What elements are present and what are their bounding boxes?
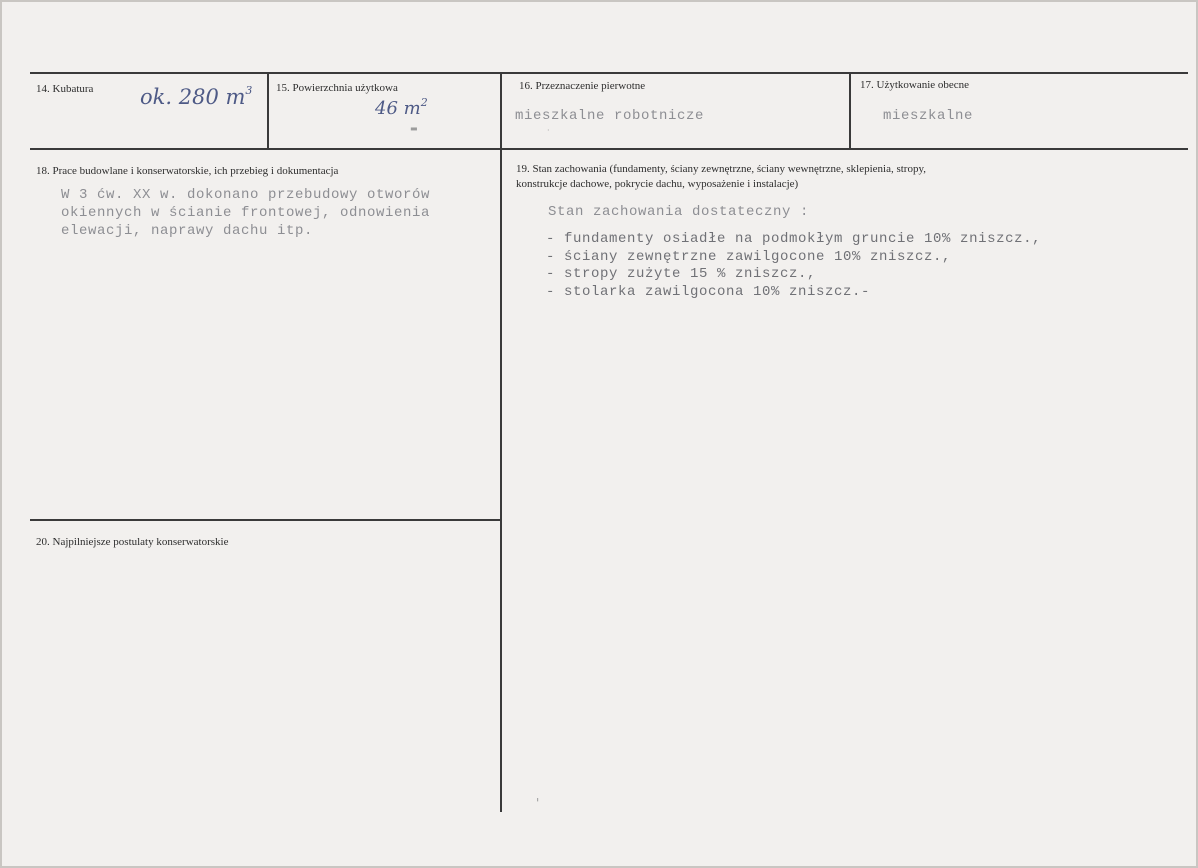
uzytkowanie-label: 17. Użytkowanie obecne	[860, 79, 970, 91]
prace-line-3: elewacji, naprawy dachu itp.	[61, 223, 314, 239]
stan-item-1: - fundamenty osiadłe na podmokłym gruncie 10% zniszcz.,	[546, 231, 1042, 247]
stan-label-line-1: 19. Stan zachowania (fundamenty, ściany zewnętrzne, ściany wewnętrzne, sklepienia, stropy,	[516, 163, 927, 175]
prace-label: 18. Prace budowlane i konserwatorskie, ich przebieg i dokumentacja	[36, 165, 339, 177]
column-divider-1	[267, 72, 269, 150]
przeznaczenie-label: 16. Przeznaczenie pierwotne	[519, 80, 646, 92]
powierzchnia-value: 46 $m^2$	[375, 96, 428, 119]
stan-item-3: - stropy zużyte 15 % zniszcz.,	[546, 266, 817, 282]
prace-line-2: okiennych w ścianie frontowej, odnowienia	[61, 205, 431, 221]
kubatura-value: ok. 280 $m^3$	[140, 84, 253, 109]
stan-summary: Stan zachowania dostateczny :	[548, 204, 810, 220]
column-divider-3	[849, 72, 851, 150]
stray-mark: ·	[547, 126, 550, 135]
column-divider-2	[500, 72, 502, 812]
row-divider	[30, 148, 1188, 150]
prace-line-1: W 3 ćw. XX w. dokonano przebudowy otworów	[61, 187, 431, 203]
section-divider	[30, 519, 500, 521]
stan-item-2: - ściany zewnętrzne zawilgocone 10% zniszcz.,	[546, 249, 952, 265]
stan-item-4: - stolarka zawilgocona 10% zniszcz.-	[546, 284, 871, 300]
przeznaczenie-value: mieszkalne robotnicze	[515, 108, 705, 124]
powierzchnia-label: 15. Powierzchnia użytkowa	[276, 82, 398, 94]
uzytkowanie-value: mieszkalne	[883, 108, 974, 124]
stray-mark: ▬	[410, 124, 418, 133]
kubatura-label: 14. Kubatura	[36, 83, 94, 95]
stray-mark: '	[536, 796, 540, 810]
stan-label-line-2: konstrukcje dachowe, pokrycie dachu, wyposażenie i instalacje)	[516, 178, 799, 190]
top-rule	[30, 72, 1188, 74]
postulaty-label: 20. Najpilniejsze postulaty konserwatorskie	[36, 536, 229, 548]
